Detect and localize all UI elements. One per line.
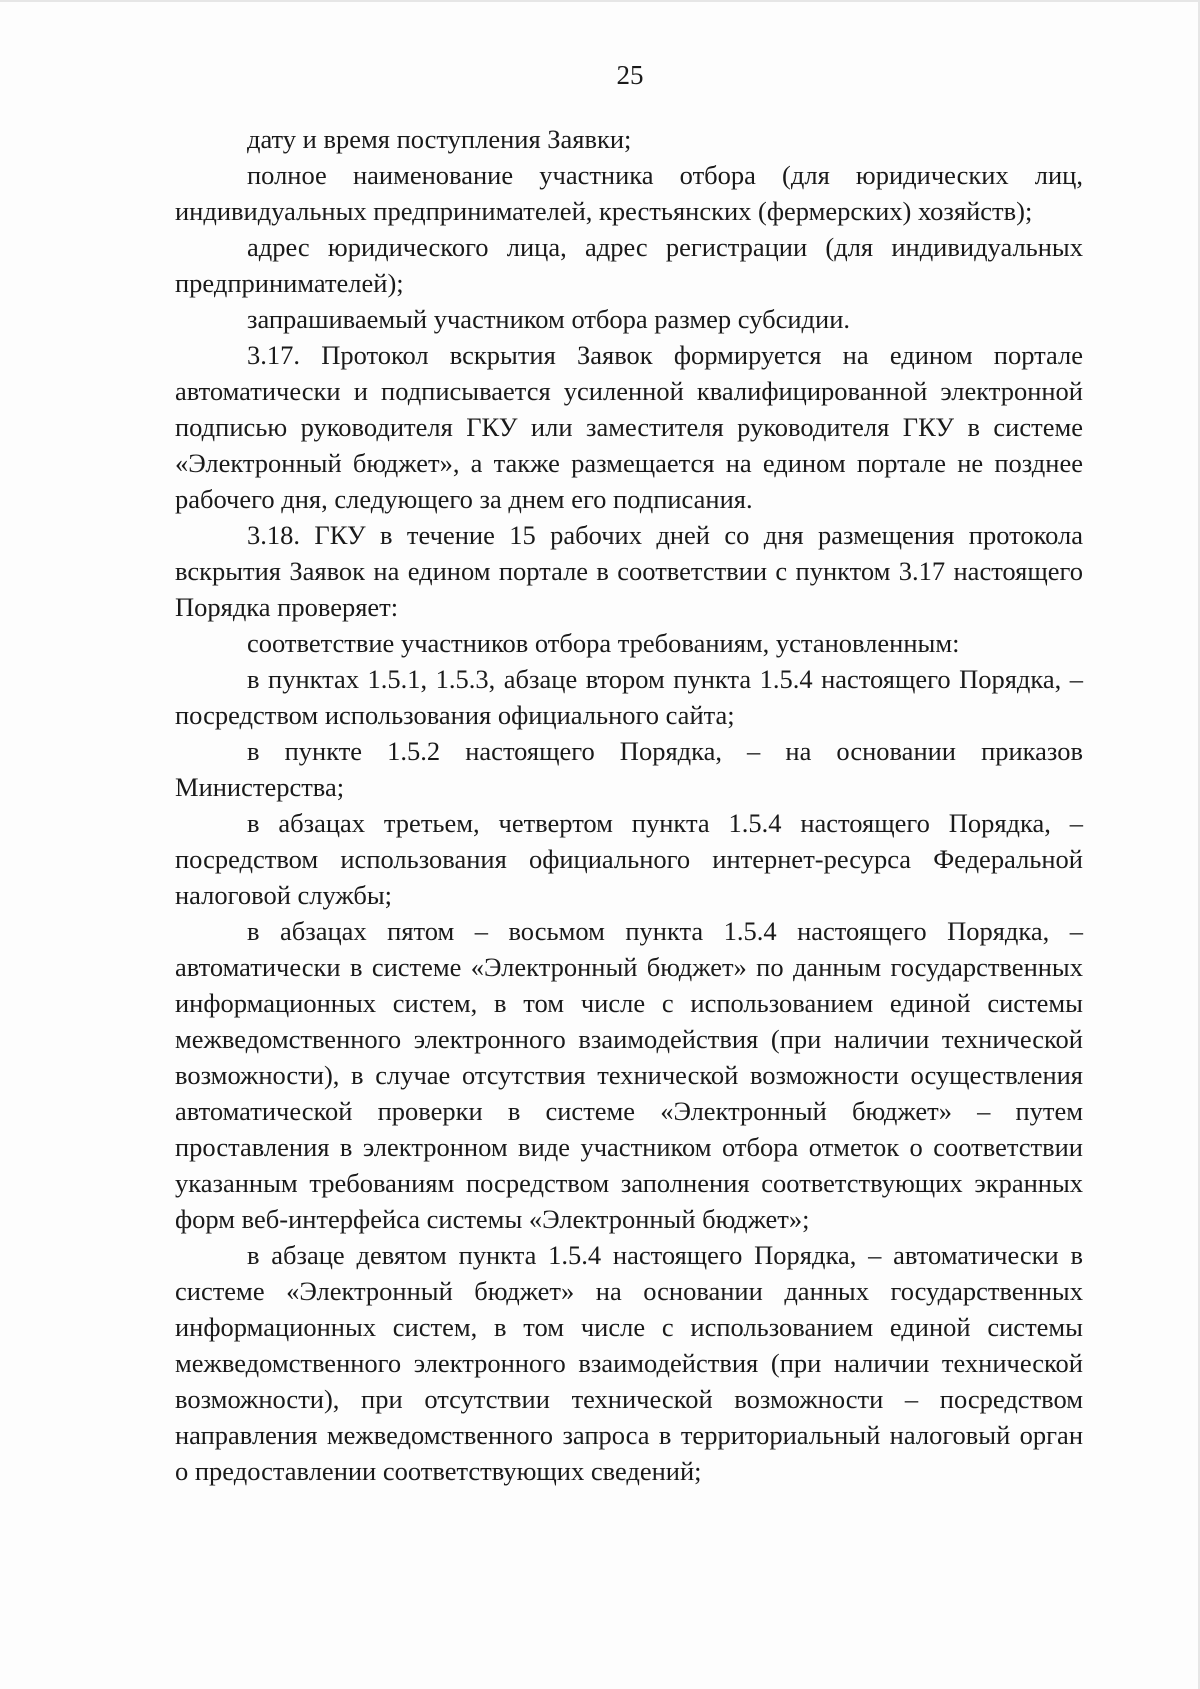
paragraph-abzats-3-4: в абзацах третьем, четвертом пункта 1.5.4 настоящего Порядка, – посредством использования официального интернет-ресурса Федеральной налоговой службы; (175, 808, 1083, 910)
paragraph-abzats-5-8: в абзацах пятом – восьмом пункта 1.5.4 настоящего Порядка, – автоматически в системе «Электронный бюджет» по данным государственных информационных систем, в том числе с использованием единой системы межведомственного электронного взаимодействия (при наличии технической возможности), в случае отсутствия технической возможности осуществления автоматической проверки в системе «Электронный бюджет» – путем проставления в электронном виде участником отбора отметок о соответствии указанным требованиям посредством заполнения соответствующих экранных форм веб-интерфейса системы «Электронный бюджет»; (175, 916, 1083, 1234)
paragraph-items-1-5-1: в пунктах 1.5.1, 1.5.3, абзаце втором пункта 1.5.4 настоящего Порядка, – посредством использования официального сайта; (175, 664, 1083, 730)
paragraph-full-name: полное наименование участника отбора (для юридических лиц, индивидуальных предпринимателей, крестьянских (фермерских) хозяйств); (175, 160, 1083, 226)
paragraph-3-18: 3.18. ГКУ в течение 15 рабочих дней со дня размещения протокола вскрытия Заявок на едином портале в соответствии с пунктом 3.17 настоящего Порядка проверяет: (175, 520, 1083, 622)
paragraph-address: адрес юридического лица, адрес регистрации (для индивидуальных предпринимателей); (175, 232, 1083, 298)
paragraph-3-17: 3.17. Протокол вскрытия Заявок формируется на едином портале автоматически и подписывается усиленной квалифицированной электронной подписью руководителя ГКУ или заместителя руководителя ГКУ в системе «Электронный бюджет», а также размещается на едином портале не позднее рабочего дня, следующего за днем его подписания. (175, 340, 1083, 514)
paragraph-abzats-9: в абзаце девятом пункта 1.5.4 настоящего Порядка, – автоматически в системе «Электронный бюджет» на основании данных государственных информационных систем, в том числе с использованием единой системы межведомственного электронного взаимодействия (при наличии технической возможности), при отсутствии технической возможности – посредством направления межведомственного запроса в территориальный налоговый орган о предоставлении соответствующих сведений; (175, 1240, 1083, 1486)
paragraph-subsidy-amount: запрашиваемый участником отбора размер субсидии. (247, 304, 851, 334)
paragraph-date-time: дату и время поступления Заявки; (247, 124, 632, 154)
document-body (175, 121, 1083, 1489)
page-number: 25 (616, 60, 644, 90)
paragraph-item-1-5-2: в пункте 1.5.2 настоящего Порядка, – на основании приказов Министерства; (175, 736, 1083, 802)
paragraph-compliance: соответствие участников отбора требованиям, установленным: (247, 628, 960, 658)
scan-edge-top (0, 0, 1200, 2)
